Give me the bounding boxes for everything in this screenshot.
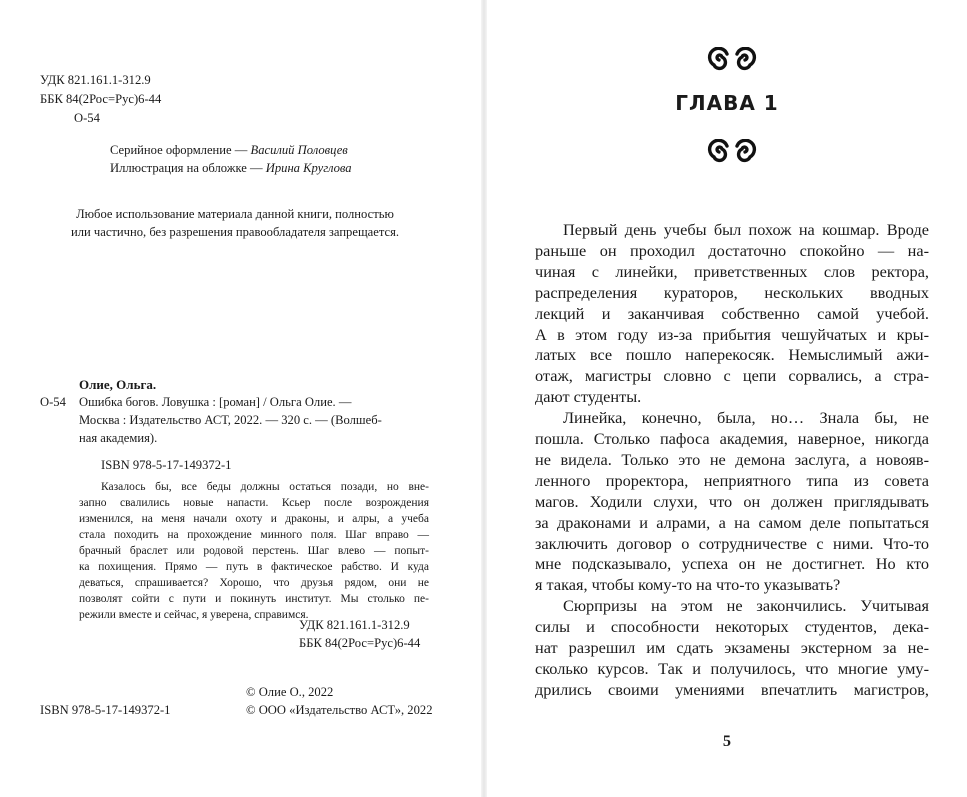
catalog-description-line: ная академия). — [79, 431, 158, 445]
author-mark: О-54 — [74, 111, 100, 125]
page-number: 5 — [722, 731, 732, 750]
series-design-credit: Серийное оформление — Василий Половцев — [110, 143, 348, 157]
right-page — [487, 0, 967, 797]
paragraph-line: пошла. Столько пафоса академия, наверное, никогда — [535, 429, 929, 448]
paragraph-line: чиная с линейки, приветственных слов ректора, — [535, 261, 929, 281]
annotation-line: запно свалились новые напасти. Ксьер после возрождения — [79, 497, 429, 509]
spiral-swirl-icon — [707, 47, 757, 73]
paragraph-line: ленного проректора, неприятного типа из совета — [535, 470, 929, 490]
catalog-description-line: Москва : Издательство АСТ, 2022. — 320 с. — (Волшеб- — [79, 413, 382, 427]
annotation-line: ка похищения. Прямо — путь в фактическое рабство. И куда — [79, 561, 429, 573]
copyright-notice-line: Любое использование материала данной книги, полностью — [76, 207, 394, 221]
paragraph-line: распределения кураторов, нескольких вводных — [535, 282, 929, 302]
paragraph-line: сколько курсов. Так и получилось, что многие уму- — [535, 658, 929, 678]
isbn-catalog: ISBN 978-5-17-149372-1 — [101, 458, 232, 472]
annotation-line: стала походить на прохождение минного поля. Шаг вправо — — [79, 529, 429, 541]
catalog-author: Олие, Ольга. — [79, 377, 157, 392]
paragraph-line: мне подсказывало, успеха он не достигнет. Но кто — [535, 554, 929, 574]
annotation-line: позволят сойти с пути и покинуть институт. Мы столько пе- — [79, 593, 429, 605]
catalog-code: О-54 — [40, 395, 66, 409]
isbn-bottom: ISBN 978-5-17-149372-1 — [40, 703, 171, 717]
catalog-description-line: Ошибка богов. Ловушка : [роман] / Ольга Олие. — — [79, 395, 352, 409]
paragraph-line: за драконами и алрами, а на самом деле попытаться — [535, 512, 929, 532]
paragraph-line: отаж, магистры словно с цепи сорвались, а стра- — [535, 366, 929, 386]
paragraph-line: Сюрпризы на этом не закончились. Учитывая — [563, 596, 929, 616]
copyright-author: © Олие О., 2022 — [246, 685, 334, 699]
paragraph-line: дают студенты. — [535, 387, 642, 407]
paragraph-line: не видела. Только это не демона заслуга, а новояв- — [535, 449, 929, 469]
paragraph-line: раньше он проходил достаточно спокойно — на- — [535, 240, 929, 260]
annotation-line: деваться, спрашивается? Хорошо, что друзья рядом, они не — [79, 577, 429, 589]
paragraph-line: я такая, чтобы кому-то на что-то указывать? — [535, 575, 841, 595]
copyright-notice-line: или частично, без разрешения правообладателя запрещается. — [70, 225, 400, 239]
paragraph-line: Линейка, конечно, была, но… Знала бы, не — [563, 408, 929, 428]
paragraph-line: дрились своими умениями впечатлить магистров, — [535, 679, 929, 699]
cover-illustration-credit: Иллюстрация на обложке — Ирина Круглова — [110, 161, 352, 175]
annotation-line: режили вместе и сейчас, я уверена, справимся. — [79, 609, 309, 621]
paragraph-line: силы и способности некоторых студентов, дека- — [535, 617, 929, 637]
bbk-code: ББК 84(2Рос=Рус)6-44 — [40, 92, 162, 106]
annotation-line: Казалось бы, все беды должны остаться позади, но вне- — [101, 481, 429, 493]
annotation-line: изменился, на меня начали охоту и драконы, и алры, а учеба — [79, 513, 429, 525]
paragraph-line: нат разрешил им сдать экзамены экстерном за не- — [535, 638, 929, 657]
left-page — [0, 0, 481, 797]
udk-code-card: УДК 821.161.1-312.9 — [299, 618, 410, 632]
paragraph-line: магов. Ходили слухи, что он должен приглядывать — [535, 491, 929, 511]
bbk-code-card: ББК 84(2Рос=Рус)6-44 — [299, 636, 421, 650]
copyright-publisher: © ООО «Издательство АСТ», 2022 — [246, 703, 433, 717]
paragraph-line: лекций и заканчивая собственно самой учебой. — [535, 303, 929, 323]
udk-code: УДК 821.161.1-312.9 — [40, 73, 151, 87]
chapter-title: ГЛАВА 1 — [675, 91, 779, 115]
paragraph-line: Первый день учебы был похож на кошмар. Вроде — [563, 220, 929, 239]
annotation-line: брачный браслет или родовой перстень. Шаг влево — попыт- — [79, 545, 429, 557]
spiral-swirl-icon — [707, 139, 757, 165]
paragraph-line: латых все пошло наперекосяк. Немыслимый ажи- — [535, 345, 929, 365]
paragraph-line: А в этом году из-за прибытия чешуйчатых и кры- — [535, 324, 929, 344]
paragraph-line: заключить договор о сотрудничестве с ними. Что-то — [535, 533, 929, 553]
